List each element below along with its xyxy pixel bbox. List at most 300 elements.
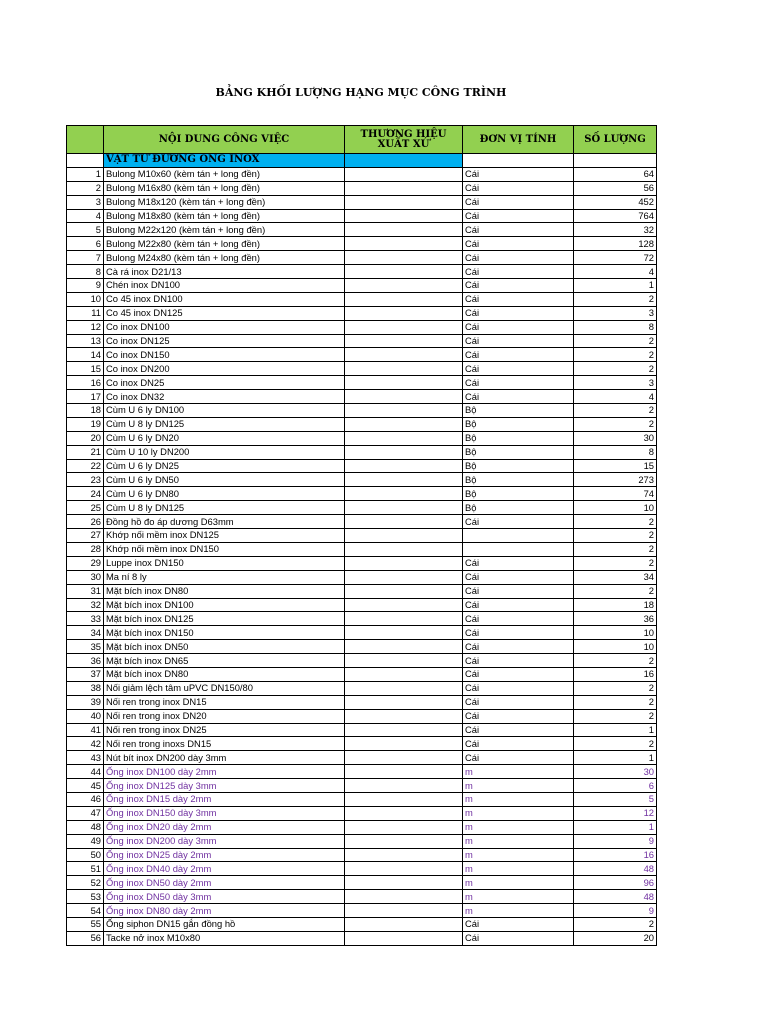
item-quantity: 2 [574,362,657,376]
item-brand [345,820,463,834]
table-row [67,556,657,570]
item-name: Co inox DN150 [104,348,345,362]
item-unit: Cái [463,209,574,223]
item-brand [345,195,463,209]
item-unit: Cái [463,681,574,695]
item-brand [345,681,463,695]
item-name: Bulong M22x120 (kèm tán + long đền) [104,223,345,237]
item-quantity: 1 [574,820,657,834]
item-quantity: 2 [574,695,657,709]
table-row [67,626,657,640]
item-quantity: 2 [574,737,657,751]
item-unit: Cái [463,931,574,945]
row-number: 14 [67,348,104,362]
item-quantity: 32 [574,223,657,237]
item-brand [345,417,463,431]
item-brand [345,626,463,640]
item-brand [345,542,463,556]
table-row [67,584,657,598]
item-name: Đồng hồ đo áp dương D63mm [104,515,345,529]
item-brand [345,570,463,584]
table-row [67,779,657,793]
item-brand [345,279,463,293]
row-number: 20 [67,431,104,445]
item-name: Nối ren trong inox DN20 [104,709,345,723]
table-row [67,723,657,737]
item-name: Mặt bích inox DN150 [104,626,345,640]
item-name: Tacke nở inox M10x80 [104,931,345,945]
table-row [67,765,657,779]
table-row [67,640,657,654]
item-unit: Cái [463,306,574,320]
item-unit: Cái [463,709,574,723]
table-row [67,390,657,404]
item-quantity: 3 [574,306,657,320]
item-brand [345,390,463,404]
item-unit: Cái [463,334,574,348]
item-brand [345,779,463,793]
item-quantity: 764 [574,209,657,223]
item-brand [345,515,463,529]
table-row [67,459,657,473]
row-number: 12 [67,320,104,334]
item-quantity: 10 [574,626,657,640]
item-name: Ống inox DN100 dày 2mm [104,765,345,779]
table-row [67,695,657,709]
item-quantity: 6 [574,779,657,793]
item-brand [345,765,463,779]
row-number: 22 [67,459,104,473]
row-number: 35 [67,640,104,654]
item-unit: m [463,862,574,876]
row-number: 56 [67,931,104,945]
table-row [67,279,657,293]
item-name: Cùm U 6 ly DN20 [104,431,345,445]
item-name: Ma ní 8 ly [104,570,345,584]
row-number: 7 [67,251,104,265]
table-row [67,515,657,529]
item-quantity: 15 [574,459,657,473]
item-name: Ống inox DN40 dày 2mm [104,862,345,876]
item-unit: Cái [463,515,574,529]
item-name: Bulong M10x60 (kèm tán + long đền) [104,167,345,181]
item-quantity: 56 [574,181,657,195]
table-row [67,376,657,390]
item-name: Cùm U 6 ly DN100 [104,404,345,418]
row-number: 54 [67,904,104,918]
row-number: 43 [67,751,104,765]
item-name: Co inox DN200 [104,362,345,376]
row-number: 27 [67,529,104,543]
row-number: 18 [67,404,104,418]
row-number: 52 [67,876,104,890]
row-number: 16 [67,376,104,390]
item-quantity: 18 [574,598,657,612]
item-brand [345,431,463,445]
item-quantity: 48 [574,862,657,876]
row-number: 32 [67,598,104,612]
item-name: Nối ren trong inox DN15 [104,695,345,709]
table-row [67,681,657,695]
item-brand [345,695,463,709]
table-row [67,862,657,876]
row-number: 15 [67,362,104,376]
table-row [67,320,657,334]
item-quantity: 1 [574,751,657,765]
header-qty: SỐ LƯỢNG [574,126,657,154]
row-number: 1 [67,167,104,181]
item-quantity: 64 [574,167,657,181]
item-brand [345,904,463,918]
table-row [67,917,657,931]
section-unit-cell [463,154,574,168]
item-name: Ống inox DN200 dày 3mm [104,834,345,848]
item-quantity: 4 [574,265,657,279]
table-row [67,792,657,806]
row-number: 31 [67,584,104,598]
row-number: 26 [67,515,104,529]
item-name: Cà rá inox D21/13 [104,265,345,279]
section-title: VẬT TƯ ĐƯỜNG ỐNG INOX [104,154,345,168]
row-number: 4 [67,209,104,223]
row-number: 13 [67,334,104,348]
item-brand [345,640,463,654]
item-quantity: 2 [574,417,657,431]
table-row [67,820,657,834]
section-brand-cell [345,154,463,168]
item-brand [345,501,463,515]
item-quantity: 30 [574,431,657,445]
item-brand [345,931,463,945]
table-row [67,612,657,626]
row-number: 28 [67,542,104,556]
item-name: Co inox DN32 [104,390,345,404]
item-brand [345,376,463,390]
item-name: Ống inox DN150 dày 3mm [104,806,345,820]
row-number: 11 [67,306,104,320]
row-number: 48 [67,820,104,834]
item-name: Bulong M22x80 (kèm tán + long đền) [104,237,345,251]
row-number: 53 [67,890,104,904]
table-row [67,931,657,945]
item-unit: Bộ [463,404,574,418]
item-unit: Bộ [463,459,574,473]
item-quantity: 30 [574,765,657,779]
row-number: 47 [67,806,104,820]
item-name: Ống inox DN15 dày 2mm [104,792,345,806]
item-unit: Cái [463,612,574,626]
item-name: Ống inox DN50 dày 3mm [104,890,345,904]
item-brand [345,181,463,195]
item-quantity: 128 [574,237,657,251]
item-brand [345,751,463,765]
table-row [67,529,657,543]
item-name: Mặt bích inox DN65 [104,654,345,668]
row-number: 42 [67,737,104,751]
item-unit: Cái [463,376,574,390]
item-unit: m [463,834,574,848]
item-name: Ống inox DN25 dày 2mm [104,848,345,862]
item-name: Bulong M16x80 (kèm tán + long đền) [104,181,345,195]
row-number: 24 [67,487,104,501]
item-unit: m [463,848,574,862]
item-name: Mặt bích inox DN100 [104,598,345,612]
table-row [67,737,657,751]
table-row [67,265,657,279]
row-number: 10 [67,292,104,306]
item-name: Nối ren trong inox DN25 [104,723,345,737]
header-row [67,126,657,154]
item-unit: Cái [463,348,574,362]
header-content: NỘI DUNG CÔNG VIỆC [104,126,345,154]
item-name: Bulong M18x120 (kèm tán + long đền) [104,195,345,209]
table-row [67,292,657,306]
item-unit: Cái [463,390,574,404]
item-name: Co inox DN100 [104,320,345,334]
item-quantity: 72 [574,251,657,265]
quantity-table [66,125,657,946]
item-brand [345,598,463,612]
table-row [67,348,657,362]
row-number: 34 [67,626,104,640]
item-name: Mặt bích inox DN125 [104,612,345,626]
item-unit: Bộ [463,473,574,487]
item-unit: Cái [463,667,574,681]
item-unit: m [463,890,574,904]
table-row [67,751,657,765]
table-row [67,501,657,515]
item-brand [345,556,463,570]
row-number: 39 [67,695,104,709]
item-unit [463,529,574,543]
item-quantity: 10 [574,501,657,515]
item-name: Co 45 inox DN125 [104,306,345,320]
item-quantity: 20 [574,931,657,945]
table-row [67,306,657,320]
item-brand [345,737,463,751]
section-stt-cell [67,154,104,168]
item-name: Co inox DN25 [104,376,345,390]
item-quantity: 9 [574,834,657,848]
item-name: Nối giảm lệch tâm uPVC DN150/80 [104,681,345,695]
item-name: Cùm U 8 ly DN125 [104,501,345,515]
item-unit: Cái [463,181,574,195]
item-unit [463,542,574,556]
row-number: 6 [67,237,104,251]
item-brand [345,320,463,334]
item-brand [345,473,463,487]
item-quantity: 2 [574,292,657,306]
table-row [67,667,657,681]
item-name: Ống siphon DN15 gắn đồng hồ [104,917,345,931]
row-number: 44 [67,765,104,779]
item-quantity: 2 [574,542,657,556]
item-unit: Cái [463,598,574,612]
table-row [67,598,657,612]
item-quantity: 9 [574,904,657,918]
item-unit: Cái [463,167,574,181]
item-brand [345,667,463,681]
row-number: 2 [67,181,104,195]
item-unit: m [463,904,574,918]
item-quantity: 2 [574,556,657,570]
item-quantity: 96 [574,876,657,890]
row-number: 36 [67,654,104,668]
table-row [67,362,657,376]
item-unit: Cái [463,362,574,376]
item-unit: m [463,792,574,806]
row-number: 23 [67,473,104,487]
item-quantity: 3 [574,376,657,390]
item-quantity: 10 [574,640,657,654]
table-row [67,417,657,431]
item-brand [345,237,463,251]
item-brand [345,445,463,459]
item-name: Mặt bích inox DN80 [104,584,345,598]
item-brand [345,459,463,473]
table-row [67,876,657,890]
row-number: 40 [67,709,104,723]
item-name: Cùm U 8 ly DN125 [104,417,345,431]
item-name: Khớp nối mềm inox DN150 [104,542,345,556]
item-brand [345,487,463,501]
item-name: Khớp nối mềm inox DN125 [104,529,345,543]
table-row [67,209,657,223]
item-quantity: 12 [574,806,657,820]
row-number: 55 [67,917,104,931]
item-unit: Cái [463,251,574,265]
item-name: Co inox DN125 [104,334,345,348]
item-brand [345,654,463,668]
item-name: Cùm U 6 ly DN25 [104,459,345,473]
row-number: 49 [67,834,104,848]
table-row [67,445,657,459]
item-unit: Cái [463,626,574,640]
item-quantity: 5 [574,792,657,806]
item-name: Ống inox DN80 dày 2mm [104,904,345,918]
section-qty-cell [574,154,657,168]
item-unit: m [463,779,574,793]
header-stt [67,126,104,154]
item-brand [345,806,463,820]
row-number: 19 [67,417,104,431]
item-quantity: 2 [574,917,657,931]
item-unit: Bộ [463,417,574,431]
item-brand [345,917,463,931]
item-quantity: 74 [574,487,657,501]
table-row [67,237,657,251]
item-name: Cùm U 6 ly DN80 [104,487,345,501]
section-row [67,154,657,168]
header-brand: THƯƠNG HIỆU XUẤT XỨ [345,126,463,154]
item-unit: m [463,765,574,779]
item-brand [345,251,463,265]
row-number: 9 [67,279,104,293]
item-quantity: 2 [574,709,657,723]
row-number: 45 [67,779,104,793]
item-quantity: 1 [574,723,657,737]
item-unit: Bộ [463,431,574,445]
document-title: BẢNG KHỐI LƯỢNG HẠNG MỤC CÔNG TRÌNH [215,86,507,99]
item-unit: m [463,806,574,820]
row-number: 8 [67,265,104,279]
item-quantity: 8 [574,320,657,334]
item-unit: Cái [463,292,574,306]
item-quantity: 16 [574,848,657,862]
item-brand [345,876,463,890]
item-brand [345,862,463,876]
item-unit: m [463,876,574,890]
row-number: 33 [67,612,104,626]
item-quantity: 452 [574,195,657,209]
item-unit: Cái [463,279,574,293]
item-brand [345,723,463,737]
row-number: 41 [67,723,104,737]
table-row [67,181,657,195]
item-name: Nối ren trong inoxs DN15 [104,737,345,751]
item-unit: Cái [463,584,574,598]
item-name: Mặt bích inox DN80 [104,667,345,681]
table-row [67,404,657,418]
table-row [67,542,657,556]
item-brand [345,292,463,306]
item-brand [345,306,463,320]
row-number: 29 [67,556,104,570]
item-quantity: 273 [574,473,657,487]
item-unit: Bộ [463,445,574,459]
item-brand [345,334,463,348]
table-row [67,195,657,209]
item-quantity: 8 [574,445,657,459]
item-brand [345,848,463,862]
item-brand [345,584,463,598]
item-brand [345,834,463,848]
item-name: Bulong M24x80 (kèm tán + long đền) [104,251,345,265]
item-unit: Cái [463,723,574,737]
item-brand [345,265,463,279]
row-number: 30 [67,570,104,584]
item-brand [345,223,463,237]
item-unit: m [463,820,574,834]
table-row [67,904,657,918]
table-row [67,473,657,487]
item-quantity: 16 [574,667,657,681]
item-name: Bulong M18x80 (kèm tán + long đền) [104,209,345,223]
item-brand [345,362,463,376]
item-unit: Cái [463,917,574,931]
row-number: 38 [67,681,104,695]
row-number: 21 [67,445,104,459]
table-row [67,848,657,862]
item-unit: Bộ [463,501,574,515]
item-name: Cùm U 6 ly DN50 [104,473,345,487]
table-row [67,251,657,265]
table-row [67,806,657,820]
item-brand [345,612,463,626]
item-unit: Cái [463,751,574,765]
item-unit: Cái [463,737,574,751]
item-name: Luppe inox DN150 [104,556,345,570]
item-unit: Cái [463,556,574,570]
item-quantity: 34 [574,570,657,584]
item-unit: Cái [463,195,574,209]
item-quantity: 2 [574,334,657,348]
item-quantity: 2 [574,348,657,362]
item-brand [345,709,463,723]
item-quantity: 36 [574,612,657,626]
row-number: 46 [67,792,104,806]
item-unit: Cái [463,265,574,279]
